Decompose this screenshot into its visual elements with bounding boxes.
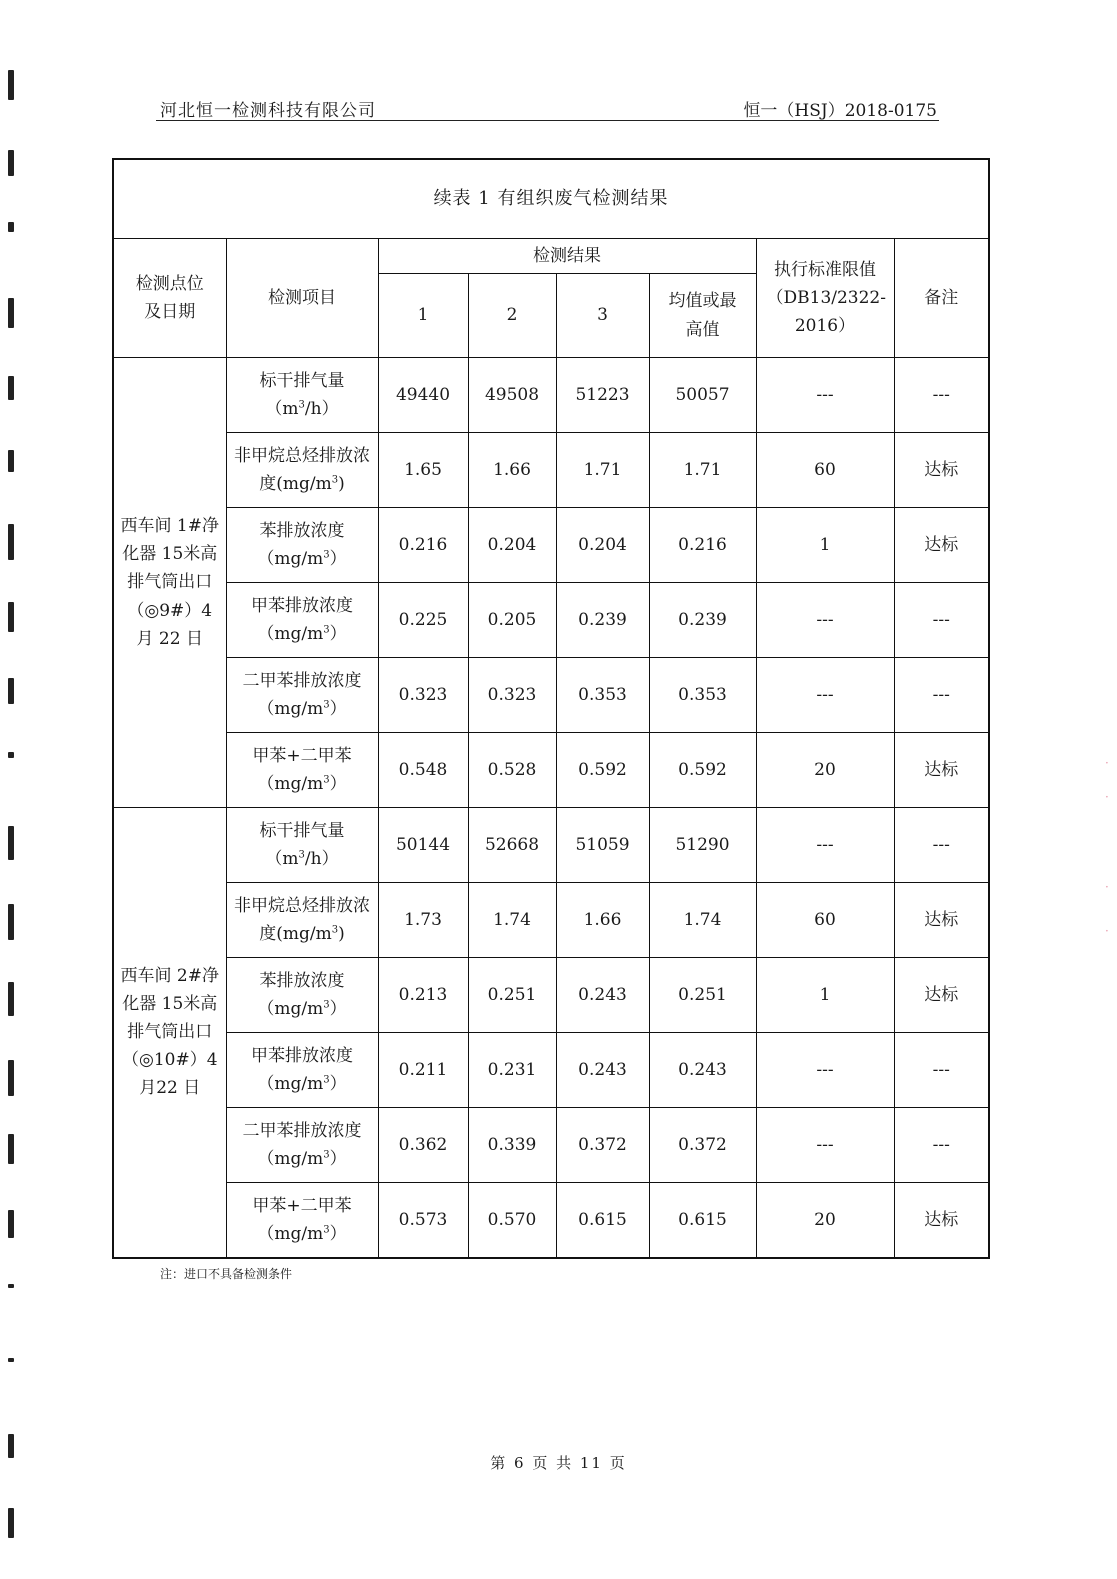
company-name: 河北恒一检测科技有限公司 <box>160 101 376 121</box>
header-col-2: 2 <box>468 274 556 358</box>
item-cell: 非甲烷总烃排放浓度$(mg/m^3)$ <box>226 433 378 508</box>
item-cell: 甲苯排放浓度 $(mg/m^3)$ <box>226 1033 378 1108</box>
value-3-cell: 0.353 <box>556 658 649 733</box>
value-1-cell: 1.65 <box>378 433 468 508</box>
table-row <box>113 1108 989 1183</box>
value-1-cell: 0.213 <box>378 958 468 1033</box>
header-col-1: 1 <box>378 274 468 358</box>
results-table <box>112 158 990 1259</box>
avg-cell: 1.71 <box>649 433 756 508</box>
value-3-cell: 0.615 <box>556 1183 649 1258</box>
remark-cell: --- <box>894 1108 989 1183</box>
header-standard: 执行标准限值（DB13/2322-2016） <box>756 239 894 358</box>
standard-cell: 60 <box>756 883 894 958</box>
table-row <box>113 508 989 583</box>
header-item: 检测项目 <box>226 239 378 358</box>
value-1-cell: 50144 <box>378 808 468 883</box>
avg-cell: 0.243 <box>649 1033 756 1108</box>
header-col-3: 3 <box>556 274 649 358</box>
value-3-cell: 0.243 <box>556 958 649 1033</box>
avg-cell: 0.216 <box>649 508 756 583</box>
header-results: 检测结果 <box>378 239 756 274</box>
table-row <box>113 1033 989 1108</box>
value-2-cell: 52668 <box>468 808 556 883</box>
value-1-cell: 0.548 <box>378 733 468 808</box>
table-title: 续表 1 有组织废气检测结果 <box>113 159 989 239</box>
location-date-cell: 西车间 1#净化器 15米高排气筒出口（◎9#）4 月 22 日 <box>113 358 226 808</box>
standard-cell: 1 <box>756 508 894 583</box>
table-row <box>113 883 989 958</box>
value-2-cell: 0.339 <box>468 1108 556 1183</box>
value-2-cell: 49508 <box>468 358 556 433</box>
value-2-cell: 1.66 <box>468 433 556 508</box>
value-2-cell: 0.205 <box>468 583 556 658</box>
standard-cell: 20 <box>756 1183 894 1258</box>
remark-cell: --- <box>894 583 989 658</box>
avg-cell: 0.592 <box>649 733 756 808</box>
standard-cell: --- <box>756 583 894 658</box>
value-3-cell: 0.204 <box>556 508 649 583</box>
value-3-cell: 0.592 <box>556 733 649 808</box>
item-cell: 二甲苯排放浓度$(mg/m^3)$ <box>226 1108 378 1183</box>
avg-cell: 0.372 <box>649 1108 756 1183</box>
value-3-cell: 51059 <box>556 808 649 883</box>
report-number: 恒一（HSJ）2018-0175 <box>743 101 937 121</box>
avg-cell: 51290 <box>649 808 756 883</box>
avg-cell: 0.353 <box>649 658 756 733</box>
item-cell: 苯排放浓度 $(mg/m^3)$ <box>226 508 378 583</box>
page-footer: 第 6 页 共 11 页 <box>490 1454 627 1472</box>
table-row <box>113 1183 989 1258</box>
avg-cell: 0.251 <box>649 958 756 1033</box>
standard-cell: 20 <box>756 733 894 808</box>
value-1-cell: 0.211 <box>378 1033 468 1108</box>
table-row <box>113 958 989 1033</box>
value-1-cell: 0.573 <box>378 1183 468 1258</box>
table-row <box>113 583 989 658</box>
value-2-cell: 1.74 <box>468 883 556 958</box>
item-cell: 标干排气量 $(m^3/h)$ <box>226 808 378 883</box>
header-location-date: 检测点位及日期 <box>113 239 226 358</box>
value-2-cell: 0.204 <box>468 508 556 583</box>
value-2-cell: 0.251 <box>468 958 556 1033</box>
value-2-cell: 0.231 <box>468 1033 556 1108</box>
remark-cell: 达标 <box>894 508 989 583</box>
item-cell: 二甲苯排放浓度$(mg/m^3)$ <box>226 658 378 733</box>
value-3-cell: 0.243 <box>556 1033 649 1108</box>
value-1-cell: 49440 <box>378 358 468 433</box>
table-row <box>113 358 989 433</box>
remark-cell: 达标 <box>894 433 989 508</box>
remark-cell: 达标 <box>894 1183 989 1258</box>
value-3-cell: 51223 <box>556 358 649 433</box>
table-note: 注：进口不具备检测条件 <box>160 1267 293 1281</box>
header-remark: 备注 <box>894 239 989 358</box>
item-cell: 标干排气量 $(m^3/h)$ <box>226 358 378 433</box>
table-row <box>113 808 989 883</box>
value-2-cell: 0.570 <box>468 1183 556 1258</box>
location-date-cell: 西车间 2#净化器 15米高排气筒出口（◎10#）4 月22 日 <box>113 808 226 1258</box>
value-1-cell: 1.73 <box>378 883 468 958</box>
remark-cell: 达标 <box>894 958 989 1033</box>
remark-cell: 达标 <box>894 733 989 808</box>
item-cell: 甲苯排放浓度 $(mg/m^3)$ <box>226 583 378 658</box>
avg-cell: 0.615 <box>649 1183 756 1258</box>
avg-cell: 0.239 <box>649 583 756 658</box>
item-cell: 甲苯+二甲苯 $(mg/m^3)$ <box>226 733 378 808</box>
item-cell: 苯排放浓度 $(mg/m^3)$ <box>226 958 378 1033</box>
avg-cell: 50057 <box>649 358 756 433</box>
standard-cell: 60 <box>756 433 894 508</box>
standard-cell: --- <box>756 1108 894 1183</box>
header-rule <box>156 120 939 121</box>
table-row <box>113 658 989 733</box>
standard-cell: --- <box>756 658 894 733</box>
item-cell: 甲苯+二甲苯 $(mg/m^3)$ <box>226 1183 378 1258</box>
remark-cell: --- <box>894 658 989 733</box>
value-2-cell: 0.528 <box>468 733 556 808</box>
avg-cell: 1.74 <box>649 883 756 958</box>
remark-cell: --- <box>894 808 989 883</box>
standard-cell: --- <box>756 1033 894 1108</box>
value-1-cell: 0.362 <box>378 1108 468 1183</box>
value-3-cell: 0.372 <box>556 1108 649 1183</box>
standard-cell: 1 <box>756 958 894 1033</box>
table-row <box>113 733 989 808</box>
value-1-cell: 0.323 <box>378 658 468 733</box>
value-3-cell: 1.71 <box>556 433 649 508</box>
remark-cell: --- <box>894 358 989 433</box>
header-avg-max: 均值或最高值 <box>649 274 756 358</box>
standard-cell: --- <box>756 808 894 883</box>
table-row <box>113 433 989 508</box>
value-1-cell: 0.216 <box>378 508 468 583</box>
value-2-cell: 0.323 <box>468 658 556 733</box>
value-3-cell: 1.66 <box>556 883 649 958</box>
item-cell: 非甲烷总烃排放浓度$(mg/m^3)$ <box>226 883 378 958</box>
standard-cell: --- <box>756 358 894 433</box>
remark-cell: --- <box>894 1033 989 1108</box>
value-1-cell: 0.225 <box>378 583 468 658</box>
remark-cell: 达标 <box>894 883 989 958</box>
value-3-cell: 0.239 <box>556 583 649 658</box>
